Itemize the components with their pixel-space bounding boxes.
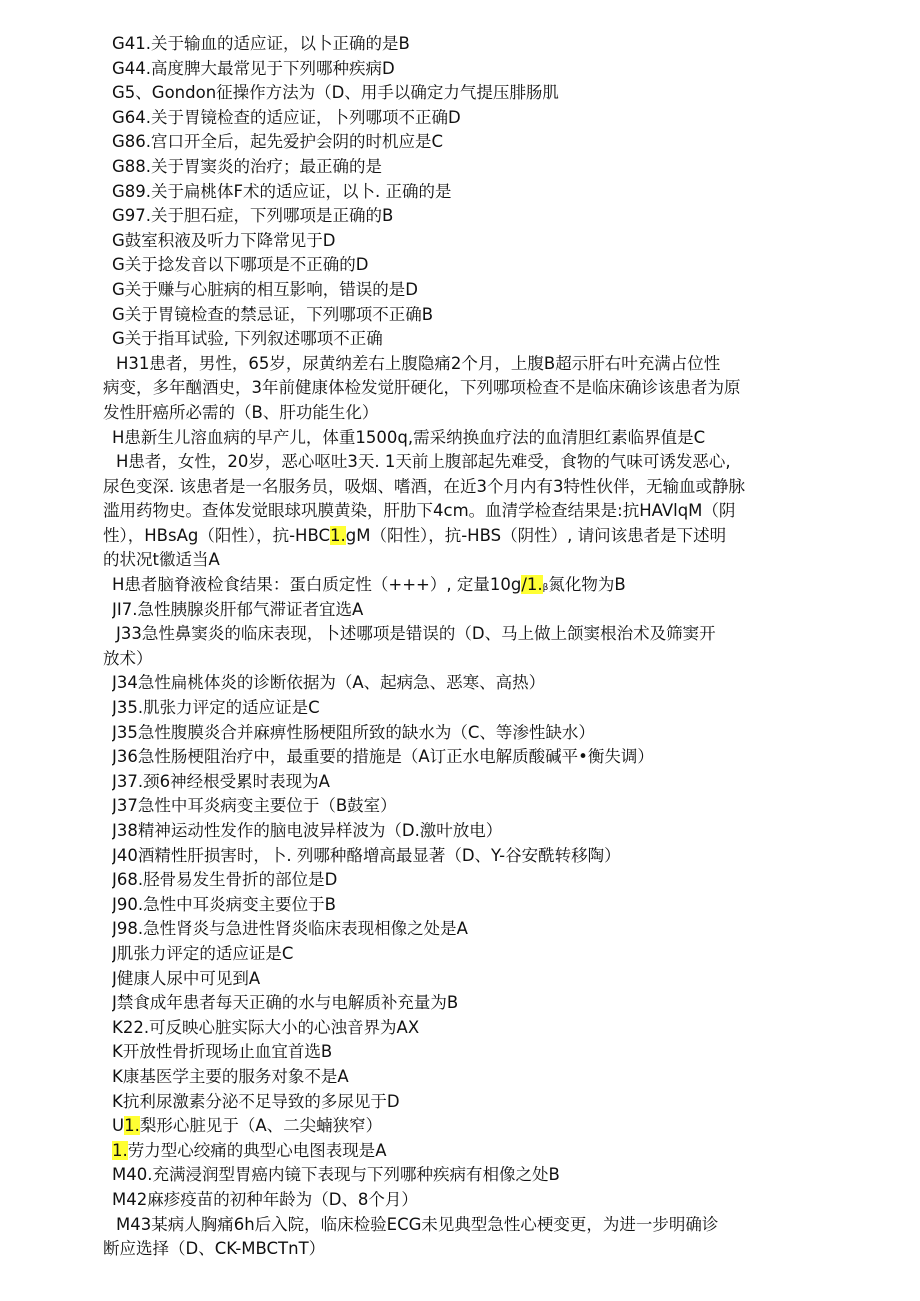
text-line: 发性肝癌所必需的（B、肝功能生化）	[103, 402, 379, 422]
text-segment: 梨形心脏见于（A、二尖蝻狭窄）	[139, 1116, 383, 1136]
text-line: J98.急性肾炎与急进性肾炎临床表现相像之处是A	[112, 919, 468, 939]
text-line: J肌张力评定的适应证是C	[112, 943, 294, 963]
text-line: M43某病人胸痛6h后入院，临床检验ECG未见典型急性心梗变更，为进一步明确诊	[116, 1214, 719, 1234]
text-line: G97.关于胆石症，下列哪项是正确的B	[112, 206, 394, 226]
text-line	[103, 524, 841, 549]
text-segment: β	[542, 583, 549, 594]
text-line: G关于指耳试验, 下列叙述哪项不正确	[112, 329, 383, 349]
text-line	[112, 573, 842, 598]
highlight-mark: /1.	[521, 575, 543, 595]
text-line: J68.胫骨易发生骨折的部位是D	[112, 870, 338, 890]
text-line: K抗利尿激素分泌不足导致的多尿见于D	[112, 1091, 400, 1111]
text-line: G5、Gondon征操作方法为（D、用手以确定力气提压腓肠肌	[112, 83, 559, 103]
text-line: J35急性腹膜炎合并麻痹性肠梗阻所致的缺水为（C、等渗性缺水）	[112, 722, 595, 742]
text-line: J90.急性中耳炎病变主要位于B	[112, 894, 336, 914]
text-line: K康基医学主要的服务对象不是A	[112, 1066, 349, 1086]
text-line: G64.关于胃镜检查的适应证，卜列哪项不正确D	[112, 107, 461, 127]
text-line: J38精神运动性发作的脑电波异样波为（D.激叶放电）	[112, 821, 503, 840]
text-line: K开放性骨折现场止血宜首选B	[112, 1042, 333, 1062]
text-segment: 性），HBsAg（阳性），抗-HBC	[103, 525, 330, 545]
text-line: J健康人尿中可见到A	[112, 968, 261, 988]
highlight-mark: 1.	[124, 1116, 140, 1136]
paragraph-h-patient	[103, 450, 841, 573]
text-line: G89.关于扁桃体F术的适应证，以卜. 正确的是	[112, 181, 452, 201]
text-line: J37.颈6神经根受累时表现为A	[112, 771, 330, 791]
text-line: J35.肌张力评定的适应证是C	[112, 698, 320, 718]
paragraph-h31	[103, 352, 841, 426]
text-segment: gM（阳性），抗-HBS（阴性）, 请问该患者是下述明	[345, 525, 727, 545]
text-line: H患新生儿溶血病的早产儿，体重1500q,需采纳换血疗法的血清胆红素临界值是C	[112, 427, 706, 447]
text-line: H患者，女性，20岁，恶心呕吐3天. 1天前上腹部起先难受，食物的气味可诱发恶心,	[116, 452, 731, 472]
text-line: 尿色变深. 该患者是一名服务员，吸烟、嗜酒，在近3个月内有3特性伙伴，无输血或静脉	[103, 476, 745, 496]
text-line: H31患者，男性，65岁，尿黄纳差右上腹隐痛2个月，上腹B超示肝右叶充满占位性	[116, 353, 721, 373]
text-line: 病变，多年酗酒史，3年前健康体检发觉肝硬化，下列哪项检查不是临床确诊该患者为原	[103, 378, 741, 398]
text-segment: 劳力型心绞痛的典型心电图表现是A	[127, 1140, 387, 1160]
highlight-mark: 1.	[112, 1140, 128, 1160]
text-line: J40酒精性肝损害时，卜. 列哪种酪增高最显著（D、Y-谷安酰转移陶）	[112, 845, 621, 865]
text-line: G86.宫口开全后，起先爱护会阴的时机应是C	[112, 132, 444, 152]
text-line	[112, 1139, 842, 1164]
text-line: J37急性中耳炎病变主要位于（B鼓室）	[112, 796, 397, 816]
highlight-mark: 1.	[330, 525, 346, 545]
text-line: G关于胃镜检查的禁忌证，下列哪项不正确B	[112, 304, 434, 324]
text-segment: H患者脑脊液检食结果：蛋白质定性（+++）, 定量10g	[112, 575, 522, 595]
text-line: 的状况t徽适当A	[103, 550, 220, 570]
text-line: J33急性鼻窦炎的临床表现，卜述哪项是错误的（D、马上做上颌窦根治术及筛窦开	[116, 624, 716, 644]
text-line: M42麻疹疫苗的初种年龄为（D、8个月）	[112, 1189, 418, 1209]
text-line: M40.充满浸润型胃癌内镜下表现与下列哪种疾病有相像之处B	[112, 1165, 560, 1185]
text-segment: U	[112, 1116, 125, 1136]
text-line: J36急性肠梗阻治疗中，最重要的措施是（A订正水电解质酸碱平•衡失调）	[112, 747, 654, 767]
text-line: K22.可反映心脏实际大小的心浊音界为AX	[112, 1017, 420, 1037]
text-line: J禁食成年患者每天正确的水与电解质补充量为B	[112, 993, 459, 1013]
text-line: G41.关于输血的适应证，以卜正确的是B	[112, 34, 410, 53]
text-line: JI7.急性胰腺炎肝郁气滞证者宜选A	[112, 599, 364, 619]
text-line: G关于赚与心脏病的相互影响，错误的是D	[112, 279, 418, 299]
paragraph-j33	[103, 622, 841, 671]
text-line: 滥用药物史。查体发觉眼球巩膜黄染，肝肋下4cm。血清学检查结果是:抗HAVlqM（阴	[103, 501, 736, 521]
text-line: G88.关于胃窦炎的治疗；最正确的是	[112, 156, 383, 176]
text-line	[112, 1114, 842, 1139]
paragraph-m43	[103, 1213, 841, 1262]
text-line: J34急性扁桃体炎的诊断依据为（A、起病急、恶寒、高热）	[112, 673, 546, 693]
text-line: G鼓室积液及听力下降常见于D	[112, 230, 336, 250]
text-segment: 氮化物为B	[548, 575, 626, 595]
text-line: 断应选择（D、CK-MBCTnT）	[103, 1239, 326, 1259]
text-line: G关于捻发音以下哪项是不正确的D	[112, 255, 369, 275]
text-line: G44.高度脾大最常见于下列哪种疾病D	[112, 58, 395, 78]
text-line: 放术）	[103, 648, 153, 668]
